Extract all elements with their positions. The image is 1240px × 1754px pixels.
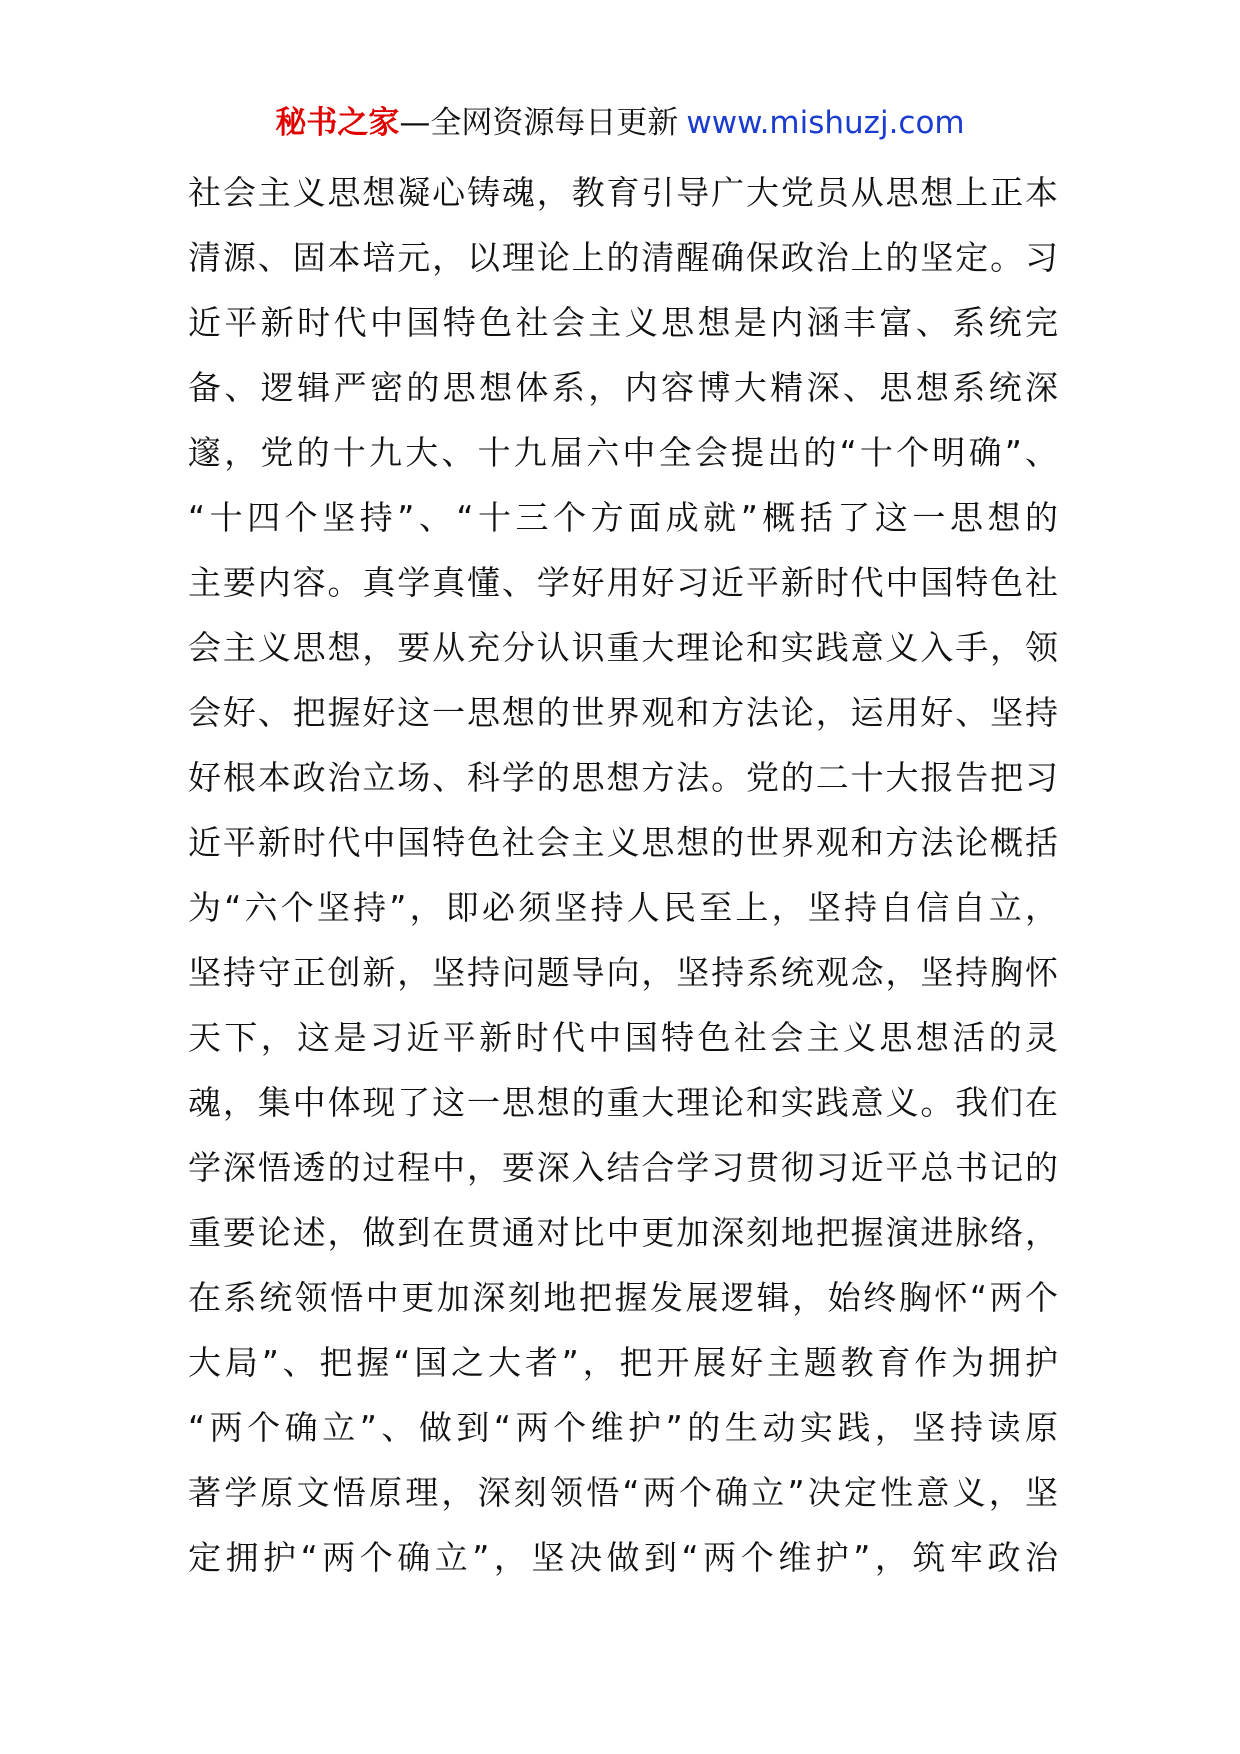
text-line: 大局”、把握“国之大者”，把开展好主题教育作为拥护 (188, 1343, 1058, 1382)
text-line: 好根本政治立场、科学的思想方法。党的二十大报告把习 (188, 758, 1058, 797)
header-slogan: —全网资源每日更新 (399, 105, 679, 141)
text-line: 天下，这是习近平新时代中国特色社会主义思想活的灵 (188, 1018, 1058, 1057)
website-link[interactable]: www.mishuzj.com (686, 105, 965, 141)
text-line: 会主义思想，要从充分认识重大理论和实践意义入手，领 (188, 628, 1058, 667)
text-line: 近平新时代中国特色社会主义思想是内涵丰富、系统完 (188, 303, 1058, 342)
text-line: 为“六个坚持”，即必须坚持人民至上，坚持自信自立， (188, 888, 1058, 927)
brand-name: 秘书之家 (275, 105, 400, 141)
text-line: 在系统领悟中更加深刻地把握发展逻辑，始终胸怀“两个 (188, 1278, 1058, 1317)
page-header (0, 100, 1240, 146)
text-line: 邃，党的十九大、十九届六中全会提出的“十个明确”、 (188, 433, 1058, 472)
text-line: 主要内容。真学真懂、学好用好习近平新时代中国特色社 (188, 563, 1058, 602)
text-line: 定拥护“两个确立”，坚决做到“两个维护”，筑牢政治 (188, 1538, 1058, 1577)
text-line: “十四个坚持”、“十三个方面成就”概括了这一思想的 (188, 498, 1058, 537)
text-line: 清源、固本培元，以理论上的清醒确保政治上的坚定。习 (188, 238, 1058, 277)
text-line: 重要论述，做到在贯通对比中更加深刻地把握演进脉络， (188, 1213, 1058, 1252)
body-text (188, 160, 1058, 1590)
text-line: 社会主义思想凝心铸魂，教育引导广大党员从思想上正本 (188, 173, 1058, 212)
text-line: 会好、把握好这一思想的世界观和方法论，运用好、坚持 (188, 693, 1058, 732)
text-line: 著学原文悟原理，深刻领悟“两个确立”决定性意义，坚 (188, 1473, 1058, 1512)
text-line: 坚持守正创新，坚持问题导向，坚持系统观念，坚持胸怀 (188, 953, 1058, 992)
text-line: “两个确立”、做到“两个维护”的生动实践，坚持读原 (188, 1408, 1058, 1447)
text-line: 备、逻辑严密的思想体系，内容博大精深、思想系统深 (188, 368, 1058, 407)
text-line: 学深悟透的过程中，要深入结合学习贯彻习近平总书记的 (188, 1148, 1058, 1187)
text-line: 近平新时代中国特色社会主义思想的世界观和方法论概括 (188, 823, 1058, 862)
text-line: 魂，集中体现了这一思想的重大理论和实践意义。我们在 (188, 1083, 1058, 1122)
